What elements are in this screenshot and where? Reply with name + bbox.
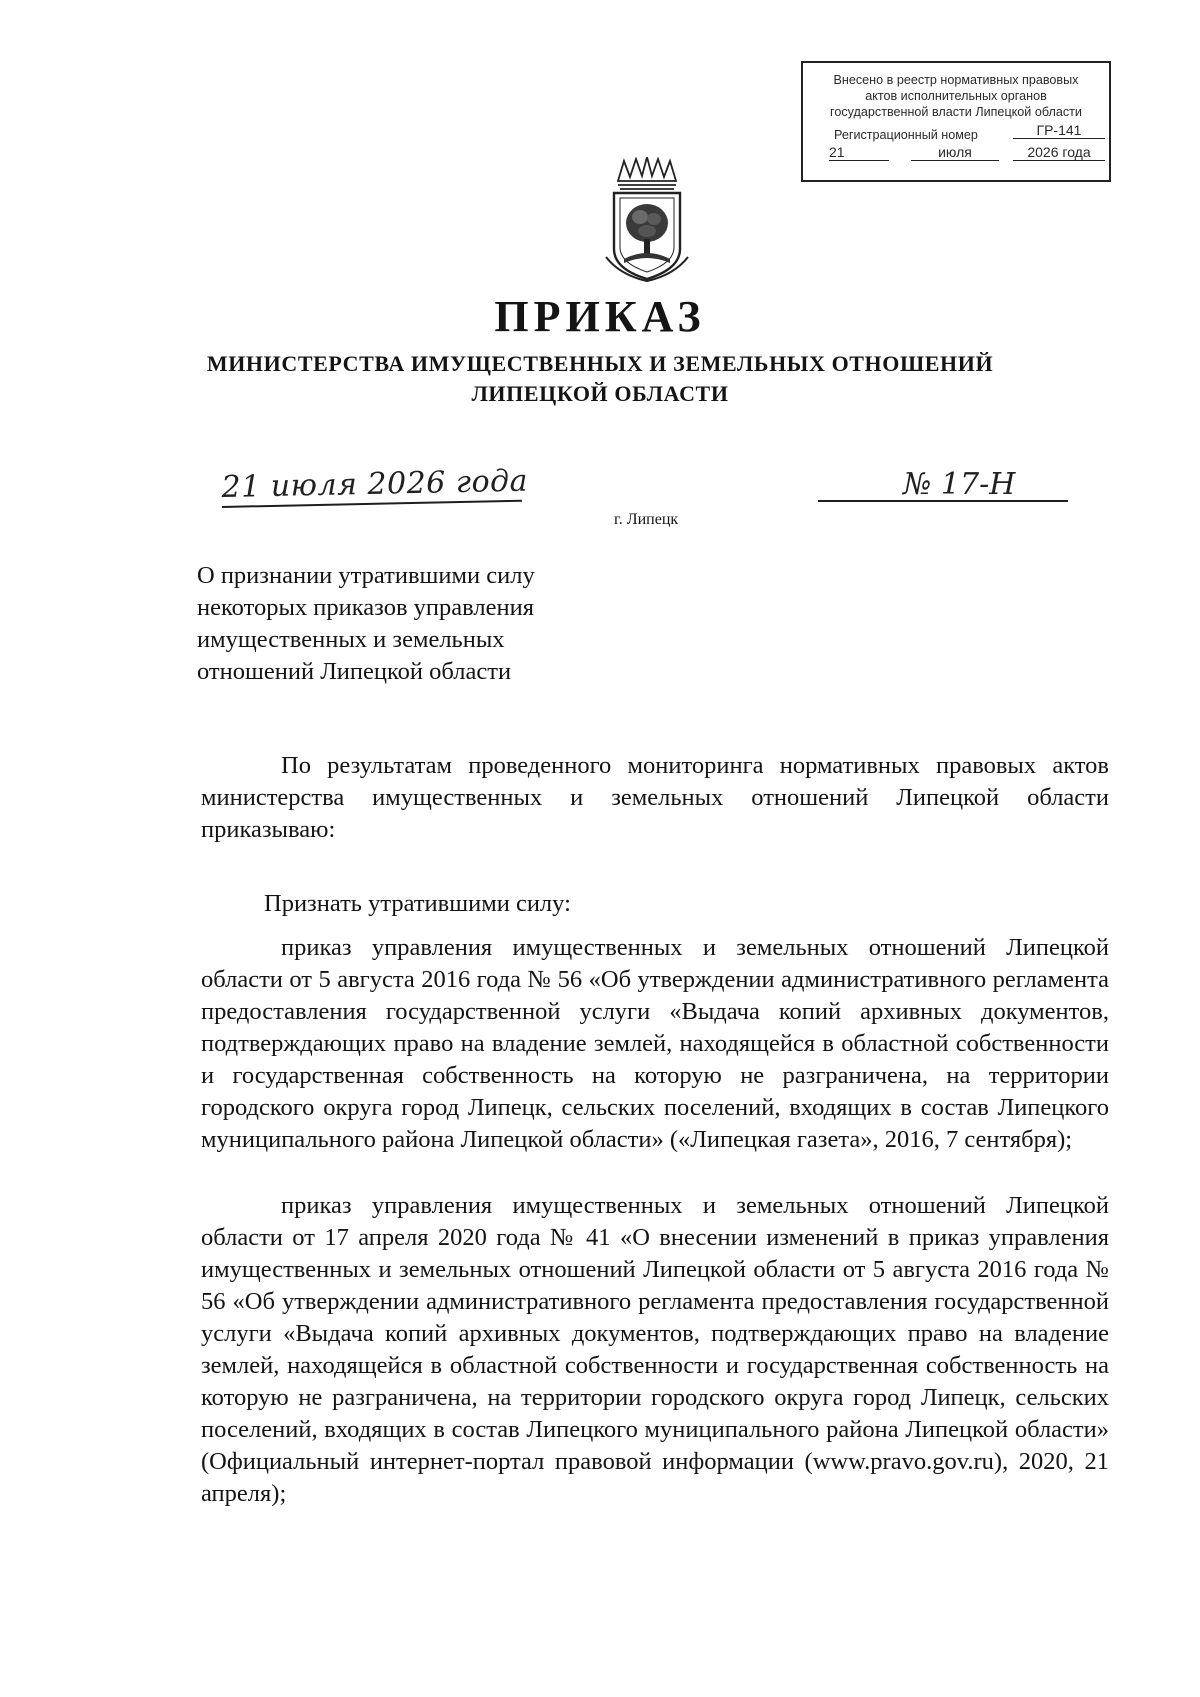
- order-subject: [197, 560, 617, 688]
- handwritten-date: 21 июля 2026 года: [221, 464, 522, 508]
- subject-line-2: некоторых приказов управления: [197, 594, 534, 621]
- lipetsk-coat-of-arms-icon: [600, 157, 694, 283]
- intro-text: По результатам проведенного мониторинга нормативных правовых актов министерства имущественных и земельных отношений Липецкой области приказываю:: [201, 752, 1109, 843]
- subject-line-3: имущественных и земельных: [197, 626, 505, 653]
- city-name: г. Липецк: [614, 511, 679, 528]
- intro-paragraph: [201, 750, 1109, 846]
- handwritten-number: № 17-Н: [818, 468, 1068, 502]
- stamp-line-3: государственной власти Липецкой области: [830, 105, 1082, 119]
- subject-line-4: отношений Липецкой области: [197, 658, 512, 685]
- resolve-paragraph: [201, 888, 1109, 920]
- stamp-month: июля: [911, 144, 999, 161]
- stamp-day: 21: [829, 144, 889, 161]
- repealed-order-2-text: приказ управления имущественных и земельных отношений Липецкой области от 17 апреля 2020 года № 41 «О внесении изменений в приказ управления имущественных и земельных отношений Липецкой области от 5 августа 2016 года № 56 «Об утверждении административного регламента предоставления государственной услуги «Выдача копий архивных документов, подтверждающих право на владение землей, находящейся в областной собственности и государственная собственность на которую не разграничена, на территории городского округа город Липецк, сельских поселений, входящих в состав Липецкого муниципального района Липецкой области» (Официальный интернет-портал правовой информации (www.pravo.gov.ru), 2020, 21 апреля);: [201, 1192, 1109, 1507]
- stamp-line-1: Внесено в реестр нормативных правовых: [833, 73, 1079, 87]
- repealed-order-1: [201, 932, 1109, 1156]
- registry-stamp: [801, 61, 1111, 182]
- resolve-text: Признать утратившими силу:: [264, 890, 571, 917]
- stamp-year: 2026 года: [1013, 144, 1105, 161]
- subject-line-1: О признании утратившими силу: [197, 562, 535, 589]
- ministry-name-line-1: МИНИСТЕРСТВА ИМУЩЕСТВЕННЫХ И ЗЕМЕЛЬНЫХ ОТНОШЕНИЙ: [206, 351, 994, 376]
- repealed-order-2: [201, 1190, 1109, 1510]
- repealed-order-1-text: приказ управления имущественных и земельных отношений Липецкой области от 5 августа 2016 года № 56 «Об утверждении административного регламента предоставления государственной услуги «Выдача копий архивных документов, подтверждающих право на владение землей, находящейся в областной собственности и государственная собственность на которую не разграничена, на территории городского округа город Липецк, сельских поселений, входящих в состав Липецкого муниципального района Липецкой области» («Липецкая газета», 2016, 7 сентября);: [201, 934, 1109, 1153]
- stamp-registration-row: [803, 120, 1109, 142]
- stamp-date-row: [803, 142, 1109, 164]
- document-title: ПРИКАЗ: [494, 292, 706, 341]
- stamp-registration-label: Регистрационный номер: [834, 128, 978, 142]
- ministry-name: [0, 349, 1200, 409]
- ministry-name-line-2: ЛИПЕЦКОЙ ОБЛАСТИ: [471, 381, 729, 406]
- stamp-registration-number: ГР-141: [1013, 122, 1105, 139]
- stamp-line-2: актов исполнительных органов: [865, 89, 1047, 103]
